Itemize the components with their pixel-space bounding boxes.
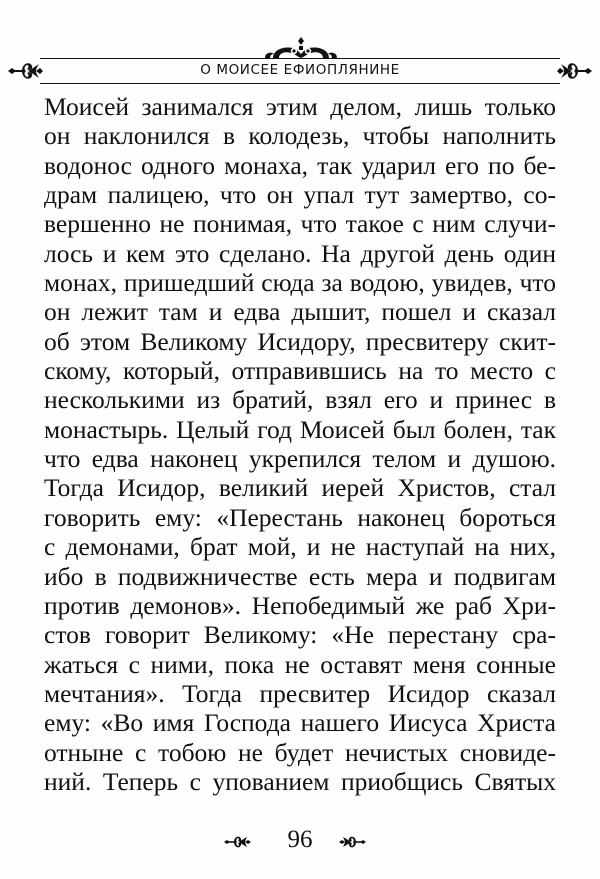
text-line: Тогда Исидор, великий иерей Христов, стал bbox=[44, 473, 556, 503]
text-line: несколькими из братий, взял его и принес в bbox=[44, 385, 556, 415]
text-line: что едва наконец укрепился телом и душою. bbox=[44, 444, 556, 474]
text-line: ний. Теперь с упованием приобщись Святых bbox=[44, 766, 556, 796]
text-line: драм палицею, что он упал тут замертво, со- bbox=[44, 180, 556, 210]
fleuron-right-icon bbox=[337, 832, 367, 852]
text-line: против демонов». Непобедимый же раб Хри- bbox=[44, 590, 556, 620]
text-line: об этом Великому Исидору, пресвитеру скит- bbox=[44, 326, 556, 356]
text-line: с демонами, брат мой, и не наступай на них, bbox=[44, 532, 556, 562]
text-line: Моисей занимался этим делом, лишь только bbox=[44, 92, 556, 121]
header-bottom-rule bbox=[40, 83, 560, 84]
page-footer bbox=[0, 822, 600, 858]
text-line: говорить ему: «Перестань наконец бороться bbox=[44, 502, 556, 532]
text-line: лось и кем это сделано. На другой день один bbox=[44, 238, 556, 268]
page-number: 96 bbox=[287, 826, 313, 853]
text-line: он наклонился в колодезь, чтобы наполнить bbox=[44, 121, 556, 151]
running-header bbox=[0, 30, 600, 90]
text-line: скому, который, отправившись на то место с bbox=[44, 356, 556, 386]
text-line: водонос одного монаха, так ударил его по бе- bbox=[44, 150, 556, 180]
crown-flourish-icon bbox=[263, 36, 339, 60]
text-line: вершенно не понимая, что такое с ним случи- bbox=[44, 209, 556, 239]
text-line: ибо в подвижничестве есть мера и подвигам bbox=[44, 561, 556, 591]
text-line: мечтания». Тогда пресвитер Исидор сказал bbox=[44, 678, 556, 708]
text-line: монах, пришедший сюда за водою, увидев, что bbox=[44, 268, 556, 298]
text-line: отныне с тобою не будет нечистых сновиде- bbox=[44, 737, 556, 767]
text-line: стов говорит Великому: «Не перестану сра- bbox=[44, 620, 556, 650]
text-line: жаться с ними, пока не оставят меня сонные bbox=[44, 649, 556, 679]
body-text bbox=[44, 92, 556, 796]
running-title: О МОИСЕЕ ЕФИОПЛЯНИНЕ bbox=[200, 62, 400, 78]
text-line: он лежит там и едва дышит, пошел и сказал bbox=[44, 297, 556, 327]
text-line: монастырь. Целый год Моисей был болен, так bbox=[44, 414, 556, 444]
text-line: ему: «Во имя Господа нашего Иисуса Христа bbox=[44, 708, 556, 738]
header-top-rule bbox=[40, 58, 560, 59]
